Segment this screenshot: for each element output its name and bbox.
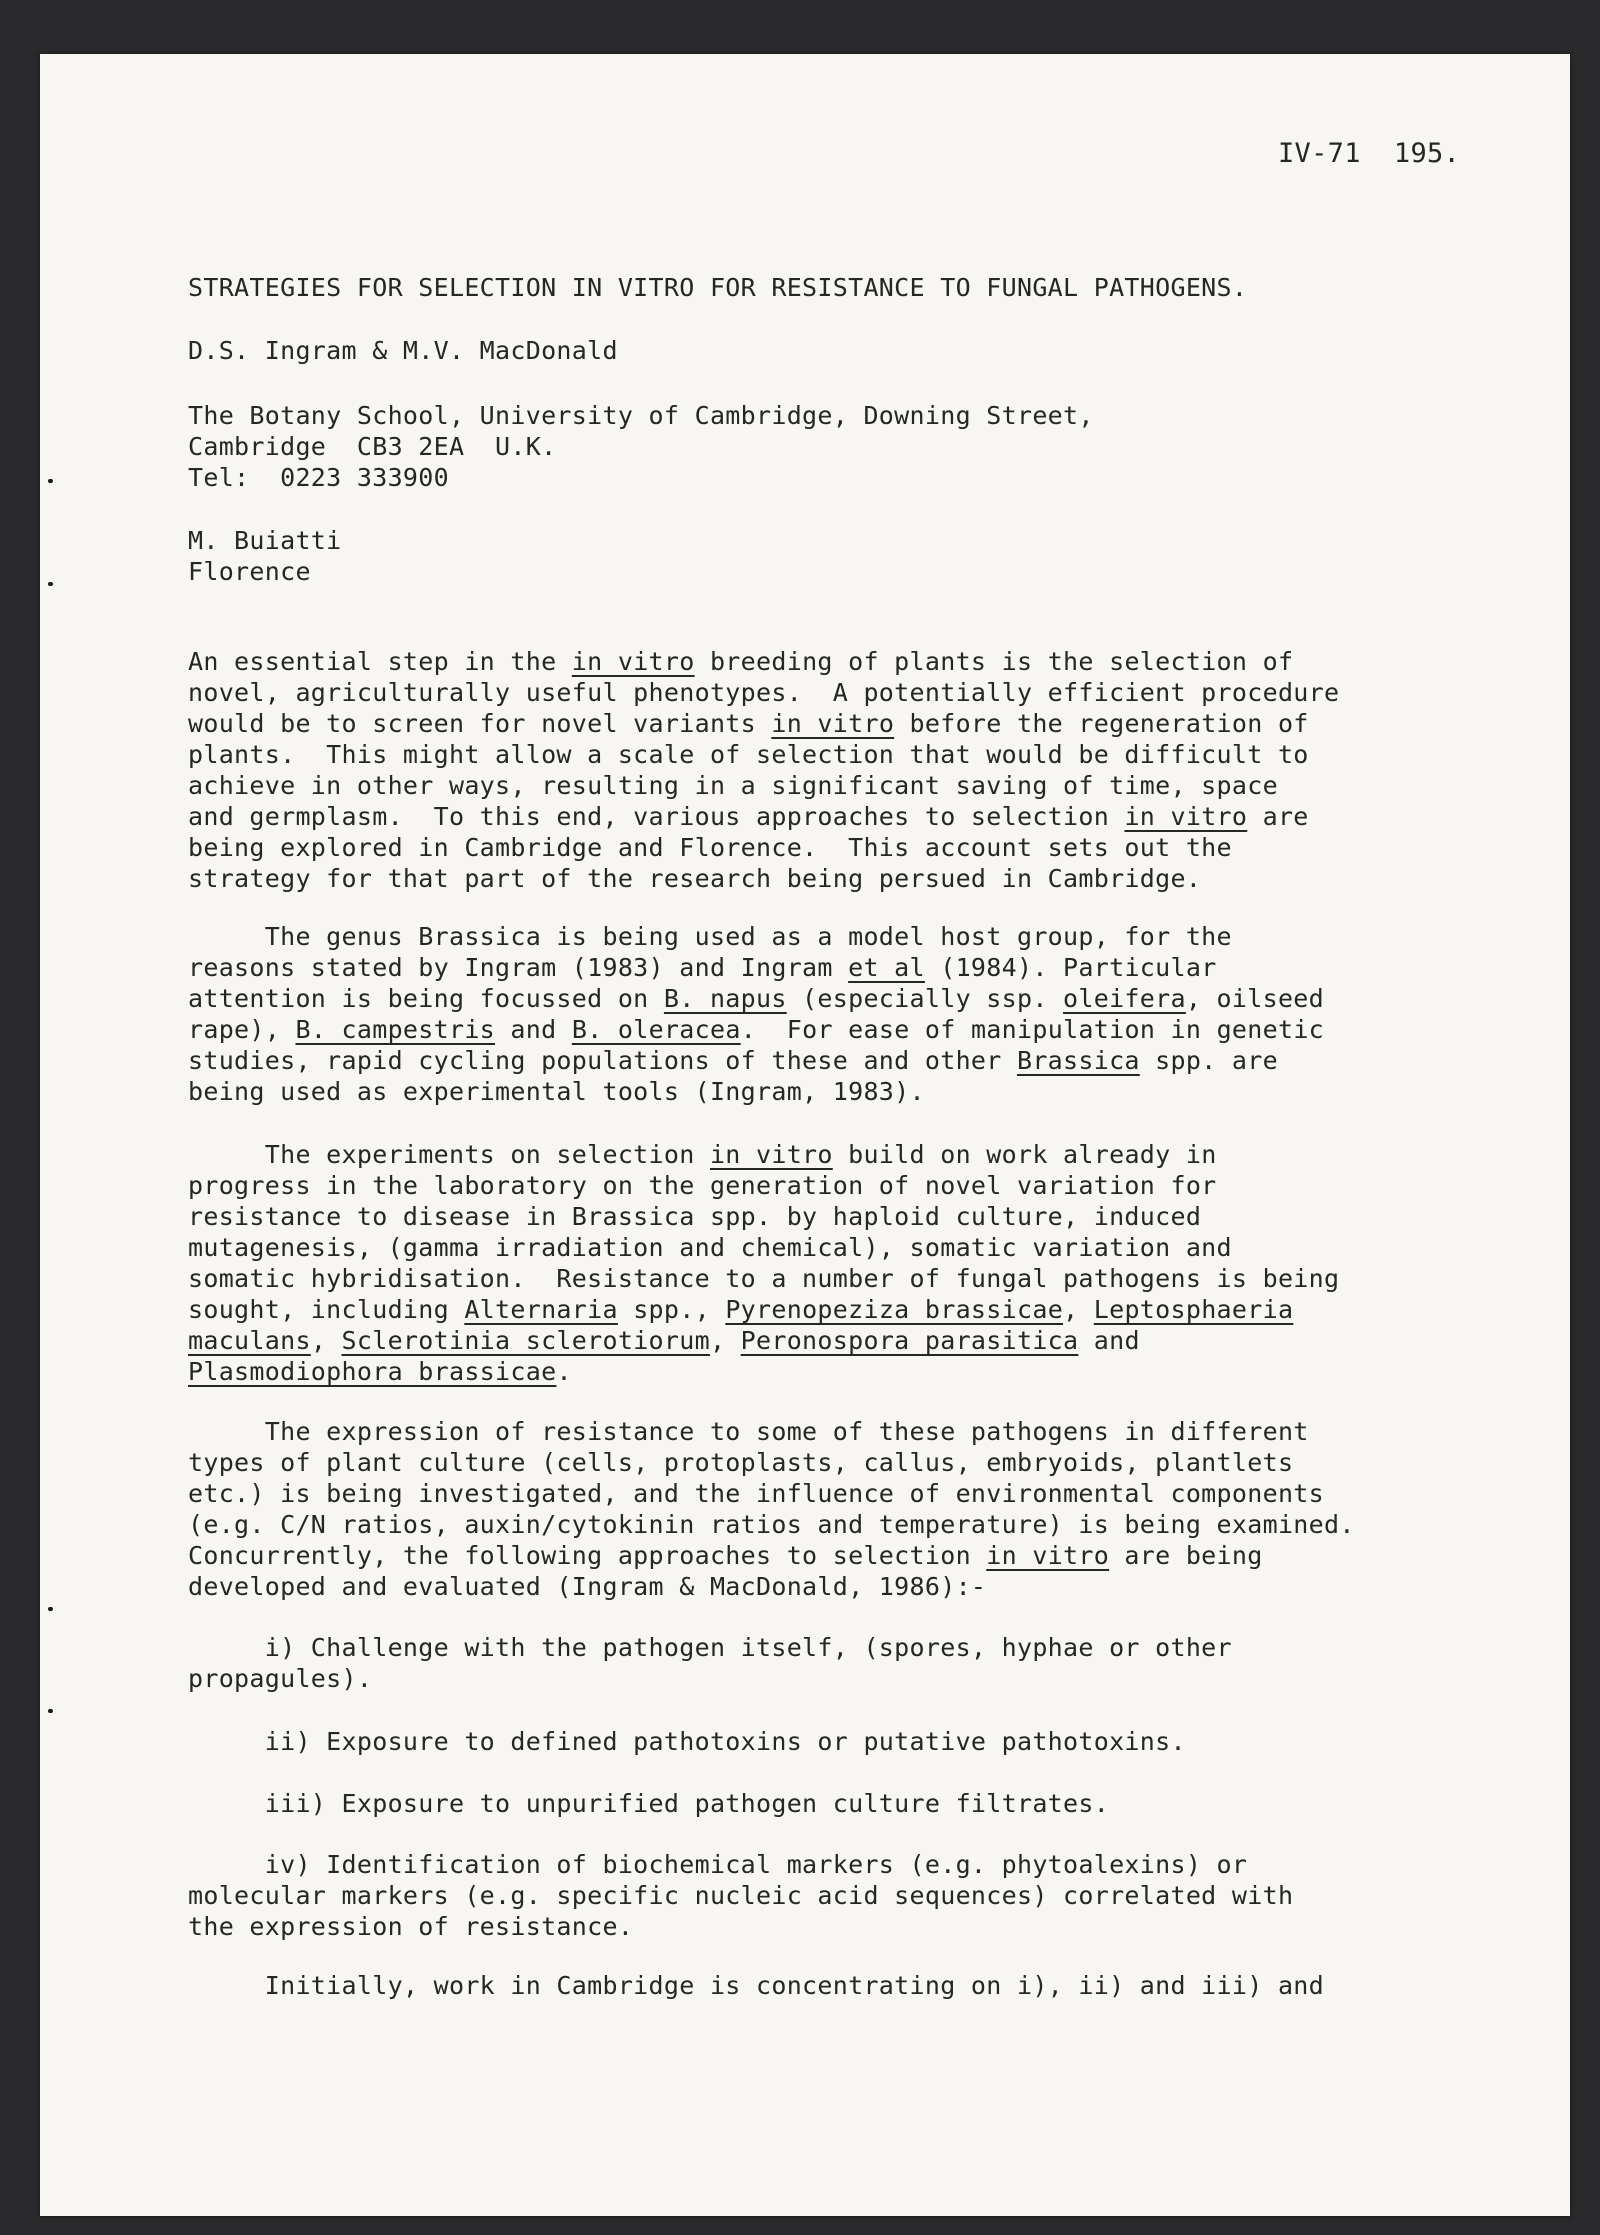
text-line: (e.g. C/N ratios, auxin/cytokinin ratios and temperature) is being examined. [188,1510,1355,1539]
list-item: ii) Exposure to defined pathotoxins or putative pathotoxins. [188,1727,1186,1756]
text-line: reasons stated by Ingram (1983) and Ingram et al (1984). Particular [188,953,1217,982]
text-line: and germplasm. To this end, various approaches to selection in vitro are [188,802,1309,831]
text-line: attention is being focussed on B. napus (especially ssp. oleifera, oilseed [188,984,1325,1013]
text-line: sought, including Alternaria spp., Pyrenopeziza brassicae, Leptosphaeria [188,1295,1294,1324]
collaborator-city: Florence [188,557,311,586]
list-item [188,1849,1293,1942]
scan-mark [48,582,53,586]
text-line: novel, agriculturally useful phenotypes. A potentially efficient procedure [188,678,1340,707]
text-line: resistance to disease in Brassica spp. by haploid culture, induced [188,1202,1202,1231]
text-line: somatic hybridisation. Resistance to a number of fungal pathogens is being [188,1264,1340,1293]
paragraph-closing: Initially, work in Cambridge is concentrating on i), ii) and iii) and [188,1971,1324,2000]
address-line: The Botany School, University of Cambridge, Downing Street, [188,401,1094,430]
address-line: Tel: 0223 333900 [188,463,449,492]
collaborator [188,525,342,587]
authors: D.S. Ingram & M.V. MacDonald [188,336,618,365]
address-line: Cambridge CB3 2EA U.K. [188,432,557,461]
text-line: progress in the laboratory on the generation of novel variation for [188,1171,1217,1200]
text-line: The genus Brassica is being used as a model host group, for the [188,922,1232,951]
text-line: molecular markers (e.g. specific nucleic acid sequences) correlated with [188,1881,1294,1910]
text-line: iv) Identification of biochemical markers (e.g. phytoalexins) or [188,1850,1248,1879]
scan-mark [48,1709,53,1713]
text-line: maculans, Sclerotinia sclerotiorum, Peronospora parasitica and [188,1326,1140,1355]
paragraph-intro [188,646,1339,894]
text-line: strategy for that part of the research being persued in Cambridge. [188,864,1202,893]
list-item [188,1632,1232,1694]
text-line: i) Challenge with the pathogen itself, (spores, hyphae or other [188,1633,1232,1662]
text-line: The expression of resistance to some of these pathogens in different [188,1417,1309,1446]
scan-mark [48,479,53,483]
scan-mark [48,1607,53,1611]
paragraph-experiments [188,1139,1339,1387]
text-line: achieve in other ways, resulting in a significant saving of time, space [188,771,1278,800]
text-line: Concurrently, the following approaches to selection in vitro are being [188,1541,1263,1570]
list-item: iii) Exposure to unpurified pathogen culture filtrates. [188,1789,1110,1818]
text-line: rape), B. campestris and B. oleracea. For ease of manipulation in genetic [188,1015,1325,1044]
text-line: being explored in Cambridge and Florence. This account sets out the [188,833,1232,862]
text-line: mutagenesis, (gamma irradiation and chemical), somatic variation and [188,1233,1232,1262]
text-line: The experiments on selection in vitro build on work already in [188,1140,1217,1169]
text-line: developed and evaluated (Ingram & MacDonald, 1986):- [188,1572,987,1601]
paper-title: STRATEGIES FOR SELECTION IN VITRO FOR RESISTANCE TO FUNGAL PATHOGENS. [188,273,1248,302]
text-line: the expression of resistance. [188,1912,634,1941]
author-address [188,400,1094,493]
text-line: propagules). [188,1664,373,1693]
text-line: etc.) is being investigated, and the influence of environmental components [188,1479,1324,1508]
paragraph-expression [188,1416,1355,1602]
text-line: would be to screen for novel variants in vitro before the regeneration of [188,709,1309,738]
text-line: Plasmodiophora brassicae. [188,1357,572,1386]
paragraph-brassica [188,921,1324,1107]
collaborator-name: M. Buiatti [188,526,342,555]
text-line: An essential step in the in vitro breeding of plants is the selection of [188,647,1294,676]
text-line: types of plant culture (cells, protoplasts, callus, embryoids, plantlets [188,1448,1294,1477]
text-line: studies, rapid cycling populations of these and other Brassica spp. are [188,1046,1278,1075]
text-line: being used as experimental tools (Ingram, 1983). [188,1077,925,1106]
text-line: plants. This might allow a scale of selection that would be difficult to [188,740,1309,769]
page-number: IV-71 195. [1278,138,1461,169]
